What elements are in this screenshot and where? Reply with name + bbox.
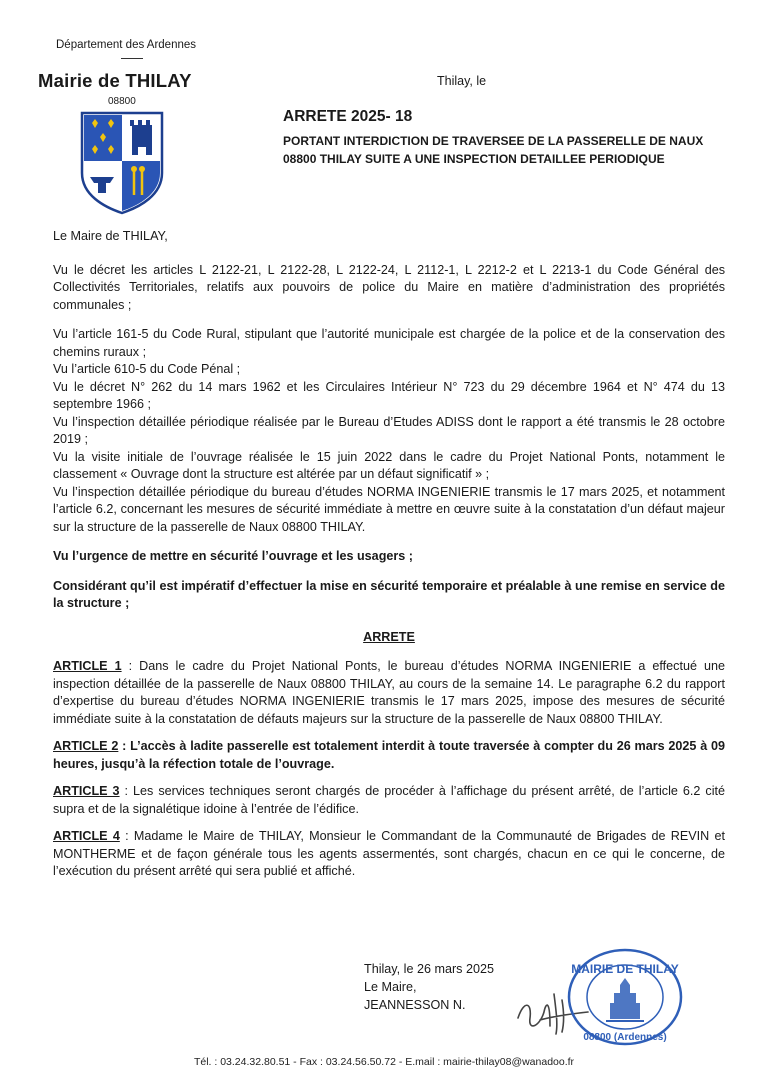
vu-paragraph: Vu l’article 161-5 du Code Rural, stipulant que l’autorité municipale est chargée de la police et de la conservation des chemins ruraux ;	[53, 327, 725, 359]
article-3: ARTICLE 3 : Les services techniques seront chargés de procéder à l’affichage du présent arrêté, de l’article 6.2 cité supra et de la signalétique idoine à l’entrée de l’édifice.	[53, 784, 725, 816]
vu-paragraph: Vu le décret N° 262 du 14 mars 1962 et les Circulaires Intérieur N° 723 du 29 décembre 1964 et N° 474 du 13 septembre 1966 ;	[53, 379, 725, 411]
article-2: ARTICLE 2 : L’accès à ladite passerelle est totalement interdit à toute traversée à compter du 26 mars 2025 à 09 heures, jusqu’à la réfection totale de l’ouvrage.	[53, 739, 725, 771]
vu-urgence: Vu l’urgence de mettre en sécurité l’ouvrage et les usagers ;	[53, 549, 413, 563]
arrete-number: ARRETE 2025- 18	[283, 108, 413, 125]
vu-paragraph: Vu l’article 610-5 du Code Pénal ;	[53, 362, 241, 376]
municipal-seal-icon	[566, 947, 684, 1047]
considerant-paragraph: Considérant qu’il est impératif d’effectuer la mise en sécurité temporaire et préalable à une remise en service de la structure ;	[53, 578, 725, 610]
department-label: Département des Ardennes	[56, 39, 197, 51]
svg-text:08800 (Ardennes): 08800 (Ardennes)	[583, 1032, 667, 1043]
article-4: ARTICLE 4 : Madame le Maire de THILAY, Monsieur le Commandant de la Communauté de Brigades de REVIN et MONTHERME et de façon générale tous les agents assermentés, sont chargés, chacun en ce qui le concerne, de l’exécution du présent arrêté qui sera publié et affiché.	[53, 829, 725, 878]
arrete-heading: ARRETE	[363, 629, 415, 644]
arrete-subtitle: PORTANT INTERDICTION DE TRAVERSEE DE LA PASSERELLE DE NAUX 08800 THILAY SUITE A UNE INSPECTION DETAILLEE PERIODIQUE	[283, 134, 704, 166]
place-date-header: Thilay, le	[437, 74, 487, 88]
svg-text:MAIRIE DE THILAY: MAIRIE DE THILAY	[571, 962, 679, 976]
coat-of-arms-icon	[80, 111, 164, 215]
article-1-label: ARTICLE 1	[53, 659, 122, 673]
signature-name: JEANNESSON N.	[364, 998, 466, 1012]
vu-paragraph: Vu l’inspection détaillée périodique du bureau d’études NORMA INGENIERIE transmis le 17 mars 2025, et notamment l’article 6.2, concernant les mesures de sécurité immédiate à mettre en œuvre suite à la constatation d’un défaut majeur sur la structure de la passerelle de Naux 08800 THILAY.	[53, 484, 725, 534]
article-2-label: ARTICLE 2	[53, 739, 119, 753]
footer-contact: Tél. : 03.24.32.80.51 - Fax : 03.24.56.50.72 - E.mail : mairie-thilay08@wanadoo.fr	[193, 1056, 575, 1068]
opening-line: Le Maire de THILAY,	[53, 229, 168, 243]
article-4-label: ARTICLE 4	[53, 829, 120, 843]
document-body	[53, 228, 725, 881]
vu-paragraph: Vu la visite initiale de l’ouvrage réalisée le 15 juin 2022 dans le cadre du Projet National Ponts, notamment le classement « Ouvrage dont la structure est altérée par un défaut significatif » ;	[53, 449, 725, 481]
signature-role: Le Maire,	[364, 980, 417, 994]
header-divider	[121, 58, 143, 59]
article-3-label: ARTICLE 3	[53, 784, 120, 798]
article-1: ARTICLE 1 : Dans le cadre du Projet National Ponts, le bureau d’études NORMA INGENIERIE a effectué une inspection détaillée de la passerelle de Naux 08800 THILAY, au cours de la semaine 14. Le paragraphe 6.2 du rapport d’expertise du bureau d’études NORMA INGENIERIE transmis le 17 mars 2025, impose des mesures de sécurité immédiate suite à la constatation de défauts majeurs sur la structure de la passerelle de Naux 08800 THILAY.	[53, 659, 725, 726]
vu-paragraph: Vu l’inspection détaillée périodique réalisée par le Bureau d’Etudes ADISS dont le rapport a été transmis le 28 octobre 2019 ;	[53, 414, 725, 446]
vu-paragraph: Vu le décret les articles L 2122-21, L 2122-28, L 2122-24, L 2112-1, L 2212-2 et L 2213-1 du Code Général des Collectivités Territoriales, relatifs aux pouvoirs de police du Maire en matière d’administration des propriétés communales ;	[53, 262, 725, 312]
signature-block	[364, 960, 494, 1014]
signature-place-date: Thilay, le 26 mars 2025	[364, 962, 494, 976]
mairie-title: Mairie de THILAY	[38, 70, 192, 91]
postcode: 08800	[108, 96, 136, 107]
